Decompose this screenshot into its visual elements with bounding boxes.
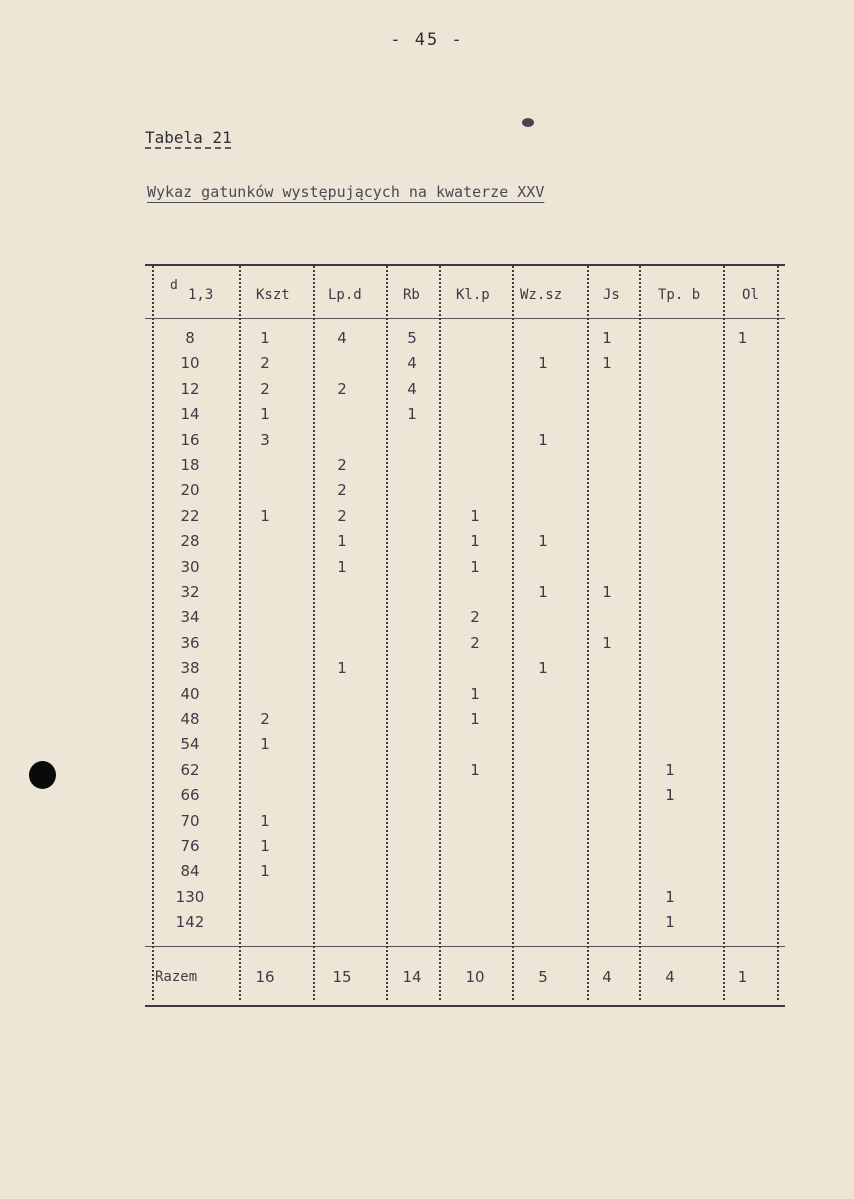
cell-klp — [450, 885, 500, 910]
cell-wzsz — [518, 910, 568, 935]
cell-rb — [390, 428, 434, 453]
totals-label: Razem — [155, 969, 198, 985]
cell-wzsz — [518, 402, 568, 427]
cell-tpb — [645, 351, 695, 376]
cell-tpb — [645, 377, 695, 402]
cell-kszt: 3 — [260, 430, 270, 449]
header-rb: Rb — [403, 287, 420, 303]
cell-ol — [730, 656, 755, 681]
cell-rb: 5 — [407, 329, 417, 347]
cell-lpd — [317, 682, 367, 707]
total-ol: 1 — [737, 968, 748, 986]
cell-lpd — [317, 605, 367, 630]
cell-tpb — [645, 682, 695, 707]
table-row — [145, 555, 785, 580]
cell-klp — [450, 351, 500, 376]
table-row — [145, 682, 785, 707]
cell-d: 14 — [180, 405, 200, 424]
cell-kszt: 1 — [260, 405, 270, 424]
cell-tpb — [645, 478, 695, 503]
cell-js — [592, 707, 622, 732]
header-tpb: Tp. b — [658, 287, 701, 303]
table-row — [145, 656, 785, 681]
cell-kszt: 2 — [260, 379, 270, 398]
cell-klp — [450, 809, 500, 834]
cell-wzsz — [518, 682, 568, 707]
cell-wzsz — [518, 809, 568, 834]
header-js: Js — [603, 287, 620, 303]
cell-klp — [450, 377, 500, 402]
cell-js — [592, 377, 622, 402]
cell-tpb: 1 — [665, 913, 675, 932]
cell-kszt — [240, 885, 290, 910]
ink-smudge — [522, 118, 534, 127]
cell-d: 66 — [180, 786, 200, 805]
header-d-label: d — [170, 278, 178, 293]
cell-ol — [730, 402, 755, 427]
header-wzsz: Wz.sz — [520, 287, 563, 303]
cell-wzsz — [518, 707, 568, 732]
cell-lpd: 1 — [337, 557, 347, 576]
cell-tpb — [645, 504, 695, 529]
cell-kszt — [240, 656, 290, 681]
cell-js — [592, 529, 622, 554]
cell-klp: 1 — [470, 557, 480, 576]
cell-kszt — [240, 910, 290, 935]
cell-wzsz — [518, 783, 568, 808]
cell-klp — [450, 732, 500, 757]
table-row — [145, 783, 785, 808]
cell-klp — [450, 656, 500, 681]
cell-lpd: 2 — [337, 481, 347, 500]
cell-rb — [390, 682, 434, 707]
cell-kszt — [240, 529, 290, 554]
cell-js — [592, 783, 622, 808]
cell-ol — [730, 478, 755, 503]
total-klp: 10 — [465, 968, 485, 986]
cell-lpd — [317, 859, 367, 884]
cell-tpb: 1 — [665, 887, 675, 906]
cell-klp — [450, 783, 500, 808]
cell-kszt — [240, 682, 290, 707]
cell-ol — [730, 758, 755, 783]
cell-kszt — [240, 580, 290, 605]
table-row — [145, 580, 785, 605]
table-row — [145, 351, 785, 376]
cell-rb: 1 — [407, 405, 417, 424]
cell-lpd: 1 — [337, 659, 347, 678]
cell-klp: 1 — [470, 760, 480, 779]
cell-ol — [730, 910, 755, 935]
cell-tpb — [645, 656, 695, 681]
cell-wzsz — [518, 758, 568, 783]
cell-d: 76 — [180, 837, 200, 855]
cell-d: 142 — [175, 913, 205, 932]
page-number: - 45 - — [390, 30, 464, 50]
cell-kszt: 1 — [260, 329, 270, 347]
cell-tpb — [645, 707, 695, 732]
cell-wzsz — [518, 631, 568, 656]
cell-wzsz — [518, 859, 568, 884]
cell-d: 22 — [180, 506, 200, 525]
table-row — [145, 605, 785, 630]
cell-rb — [390, 656, 434, 681]
cell-wzsz — [518, 377, 568, 402]
cell-js — [592, 453, 622, 478]
cell-rb — [390, 605, 434, 630]
table-row — [145, 631, 785, 656]
cell-d: 62 — [180, 760, 200, 779]
cell-klp — [450, 428, 500, 453]
cell-klp — [450, 859, 500, 884]
cell-wzsz — [518, 478, 568, 503]
cell-tpb — [645, 428, 695, 453]
cell-lpd: 2 — [337, 379, 347, 398]
table-bottom-rule — [145, 1005, 785, 1007]
table-row — [145, 453, 785, 478]
table-row — [145, 707, 785, 732]
table-row — [145, 834, 785, 859]
cell-ol — [730, 682, 755, 707]
table-row — [145, 377, 785, 402]
cell-ol — [730, 783, 755, 808]
cell-js — [592, 910, 622, 935]
cell-tpb — [645, 605, 695, 630]
cell-klp — [450, 478, 500, 503]
cell-ol — [730, 529, 755, 554]
cell-js — [592, 402, 622, 427]
cell-ol — [730, 580, 755, 605]
cell-kszt: 1 — [260, 735, 270, 754]
cell-klp — [450, 402, 500, 427]
cell-kszt — [240, 605, 290, 630]
cell-kszt — [240, 555, 290, 580]
cell-wzsz — [518, 834, 568, 859]
cell-js — [592, 555, 622, 580]
cell-rb — [390, 580, 434, 605]
cell-d: 28 — [180, 532, 200, 551]
cell-lpd — [317, 758, 367, 783]
cell-js: 1 — [602, 329, 612, 347]
cell-d: 12 — [180, 379, 200, 398]
cell-js: 1 — [602, 354, 612, 373]
cell-js: 1 — [602, 633, 612, 652]
cell-kszt — [240, 478, 290, 503]
header-klp: Kl.p — [456, 287, 490, 303]
cell-d: 130 — [175, 887, 205, 906]
cell-ol — [730, 605, 755, 630]
cell-kszt: 1 — [260, 862, 270, 881]
cell-klp — [450, 834, 500, 859]
table-row — [145, 326, 785, 351]
cell-rb — [390, 478, 434, 503]
cell-d: 54 — [180, 735, 200, 754]
cell-klp: 1 — [470, 684, 480, 703]
cell-tpb — [645, 834, 695, 859]
cell-tpb — [645, 732, 695, 757]
cell-d: 16 — [180, 430, 200, 449]
cell-kszt — [240, 631, 290, 656]
cell-js: 1 — [602, 583, 612, 601]
table-row — [145, 859, 785, 884]
cell-lpd — [317, 783, 367, 808]
cell-kszt — [240, 783, 290, 808]
cell-klp: 1 — [470, 506, 480, 525]
table-row — [145, 504, 785, 529]
header-ol: Ol — [742, 287, 759, 303]
total-js: 4 — [602, 968, 612, 986]
cell-wzsz — [518, 885, 568, 910]
cell-ol — [730, 428, 755, 453]
cell-klp: 2 — [470, 608, 480, 627]
cell-d: 34 — [180, 608, 200, 627]
cell-rb — [390, 758, 434, 783]
cell-klp — [450, 910, 500, 935]
cell-js — [592, 758, 622, 783]
cell-rb — [390, 732, 434, 757]
punch-hole — [29, 761, 56, 789]
cell-wzsz: 1 — [538, 430, 548, 449]
cell-lpd — [317, 428, 367, 453]
cell-lpd: 2 — [337, 506, 347, 525]
cell-ol — [730, 859, 755, 884]
cell-rb — [390, 529, 434, 554]
total-wzsz: 5 — [538, 968, 548, 986]
cell-kszt: 1 — [260, 506, 270, 525]
table-row — [145, 428, 785, 453]
table-title: Wykaz gatunków występujących na kwaterze XXV — [147, 183, 545, 201]
cell-kszt: 2 — [260, 710, 270, 728]
table-label: Tabela 21 — [145, 128, 232, 147]
cell-kszt: 1 — [260, 837, 270, 855]
cell-js — [592, 885, 622, 910]
cell-klp — [450, 580, 500, 605]
cell-wzsz — [518, 605, 568, 630]
cell-d: 30 — [180, 557, 200, 576]
cell-ol — [730, 631, 755, 656]
cell-wzsz — [518, 555, 568, 580]
cell-klp — [450, 326, 500, 351]
cell-d: 32 — [180, 583, 200, 601]
table-row — [145, 910, 785, 935]
totals-row — [145, 965, 785, 990]
cell-rb: 4 — [407, 354, 417, 373]
total-tpb: 4 — [665, 968, 675, 986]
cell-tpb — [645, 453, 695, 478]
cell-ol — [730, 555, 755, 580]
cell-js — [592, 859, 622, 884]
cell-wzsz — [518, 732, 568, 757]
cell-wzsz — [518, 504, 568, 529]
cell-lpd — [317, 707, 367, 732]
cell-klp: 1 — [470, 710, 480, 728]
cell-lpd — [317, 402, 367, 427]
table-row — [145, 758, 785, 783]
cell-js — [592, 732, 622, 757]
cell-ol — [730, 377, 755, 402]
cell-js — [592, 834, 622, 859]
cell-d: 8 — [185, 329, 195, 347]
cell-lpd — [317, 351, 367, 376]
cell-d: 20 — [180, 481, 200, 500]
cell-wzsz — [518, 326, 568, 351]
cell-lpd — [317, 809, 367, 834]
table-row — [145, 478, 785, 503]
cell-kszt — [240, 453, 290, 478]
table-row — [145, 402, 785, 427]
cell-ol — [730, 834, 755, 859]
cell-rb — [390, 631, 434, 656]
cell-lpd — [317, 834, 367, 859]
table-row — [145, 809, 785, 834]
table-row — [145, 885, 785, 910]
cell-tpb: 1 — [665, 760, 675, 779]
cell-js — [592, 504, 622, 529]
cell-lpd: 4 — [337, 329, 347, 347]
cell-rb — [390, 910, 434, 935]
cell-tpb — [645, 859, 695, 884]
header-lpd: Lp.d — [328, 287, 362, 303]
header-kszt: Kszt — [256, 287, 290, 303]
cell-wzsz: 1 — [538, 532, 548, 551]
cell-js — [592, 605, 622, 630]
cell-lpd — [317, 580, 367, 605]
cell-d: 84 — [180, 862, 200, 881]
cell-rb — [390, 885, 434, 910]
total-rb: 14 — [402, 968, 422, 986]
cell-d: 38 — [180, 659, 200, 678]
cell-kszt: 2 — [260, 354, 270, 373]
cell-js — [592, 682, 622, 707]
cell-rb — [390, 809, 434, 834]
cell-tpb: 1 — [665, 786, 675, 805]
cell-tpb — [645, 580, 695, 605]
cell-d: 18 — [180, 456, 200, 474]
cell-js — [592, 478, 622, 503]
cell-wzsz: 1 — [538, 354, 548, 373]
cell-ol — [730, 707, 755, 732]
cell-rb — [390, 783, 434, 808]
cell-rb — [390, 555, 434, 580]
cell-wzsz: 1 — [538, 659, 548, 678]
cell-lpd — [317, 910, 367, 935]
cell-klp: 1 — [470, 532, 480, 551]
cell-rb — [390, 707, 434, 732]
cell-js — [592, 656, 622, 681]
cell-rb — [390, 834, 434, 859]
cell-tpb — [645, 402, 695, 427]
cell-tpb — [645, 555, 695, 580]
cell-lpd: 1 — [337, 532, 347, 551]
cell-wzsz — [518, 453, 568, 478]
cell-ol: 1 — [737, 329, 748, 347]
cell-ol — [730, 732, 755, 757]
cell-lpd — [317, 885, 367, 910]
cell-tpb — [645, 809, 695, 834]
cell-tpb — [645, 529, 695, 554]
cell-tpb — [645, 326, 695, 351]
cell-ol — [730, 809, 755, 834]
cell-ol — [730, 885, 755, 910]
cell-d: 40 — [180, 684, 200, 703]
cell-tpb — [645, 631, 695, 656]
header-d-subscript: 1,3 — [188, 287, 214, 303]
cell-ol — [730, 504, 755, 529]
cell-d: 48 — [180, 710, 200, 728]
cell-js — [592, 428, 622, 453]
cell-js — [592, 809, 622, 834]
cell-rb — [390, 453, 434, 478]
cell-ol — [730, 453, 755, 478]
cell-rb — [390, 859, 434, 884]
total-kszt: 16 — [255, 968, 275, 986]
table-row — [145, 732, 785, 757]
cell-kszt — [240, 758, 290, 783]
cell-lpd — [317, 732, 367, 757]
cell-lpd — [317, 631, 367, 656]
cell-d: 10 — [180, 354, 200, 373]
cell-wzsz: 1 — [538, 583, 548, 601]
cell-kszt: 1 — [260, 811, 270, 830]
cell-ol — [730, 351, 755, 376]
cell-d: 70 — [180, 811, 200, 830]
cell-lpd: 2 — [337, 456, 347, 474]
cell-klp: 2 — [470, 633, 480, 652]
total-lpd: 15 — [332, 968, 352, 986]
cell-rb — [390, 504, 434, 529]
cell-rb: 4 — [407, 379, 417, 398]
table-row — [145, 529, 785, 554]
cell-klp — [450, 453, 500, 478]
cell-d: 36 — [180, 633, 200, 652]
